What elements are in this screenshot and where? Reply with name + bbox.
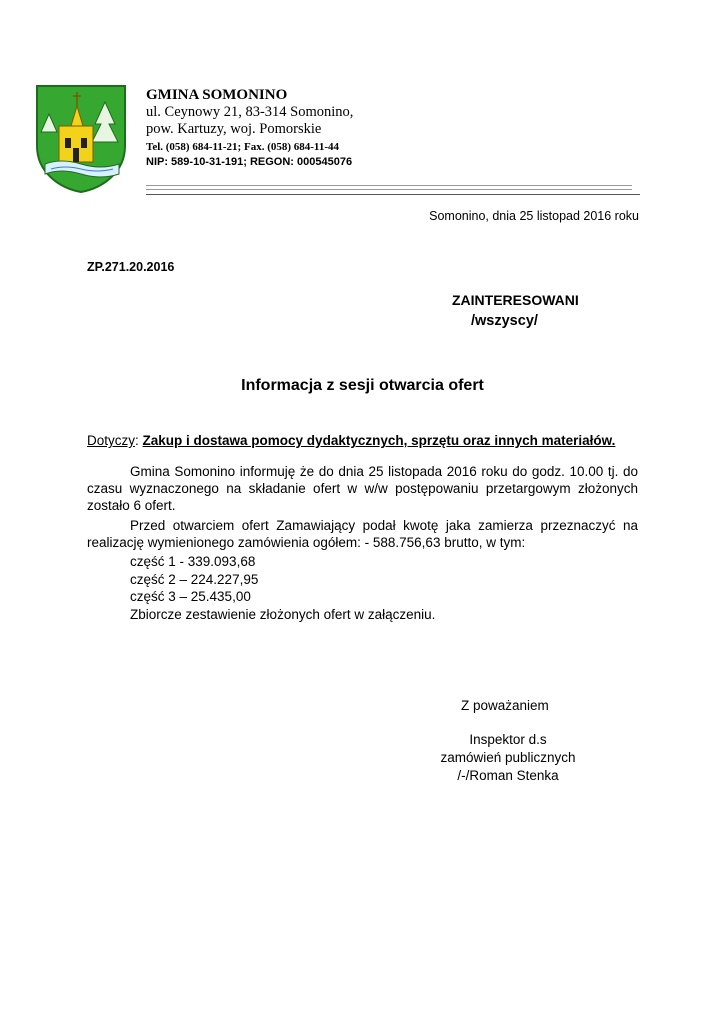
contact-line: Tel. (058) 684-11-21; Fax. (058) 684-11-44 — [146, 141, 339, 153]
signer-role-1: Inspektor d.s — [469, 732, 547, 747]
addressee-line-2: /wszyscy/ — [471, 313, 538, 329]
part-2: część 2 – 224.227,95 — [130, 571, 259, 587]
header-separator — [146, 185, 632, 186]
signer-role-2: zamówień publicznych — [440, 750, 576, 765]
address-line-1: ul. Ceynowy 21, 83-314 Somonino, — [146, 104, 354, 120]
closing-greeting: Z poważaniem — [461, 698, 549, 713]
subject-label: Dotyczy — [87, 433, 136, 448]
subject-line — [87, 432, 638, 449]
signature-block — [438, 731, 578, 785]
document-title-text: Informacja z sesji otwarcia ofert — [241, 377, 484, 394]
coat-of-arms-logo — [35, 84, 127, 194]
part-1: część 1 - 339.093,68 — [130, 554, 256, 569]
paragraph-1: Gmina Somonino informuję że do dnia 25 listopada 2016 roku do godz. 10.00 tj. do czasu wyznaczonego na składanie ofert w w/w postępowaniu przetargowym złożonych zostało 6 ofert. — [87, 464, 638, 513]
header-separator — [146, 194, 640, 195]
reference-number: ZP.271.20.2016 — [87, 260, 175, 274]
subject-text: Zakup i dostawa pomocy dydaktycznych, sprzętu oraz innych materiałów. — [142, 433, 616, 448]
paragraph-2: Przed otwarciem ofert Zamawiający podał kwotę jaka zamierza przeznaczyć na realizację wymienionego zamówienia ogółem: - 588.756,63 brutto, w tym: — [87, 518, 638, 550]
document-date: Somonino, dnia 25 listopad 2016 roku — [429, 209, 639, 223]
header-separator — [146, 189, 632, 190]
part-3: część 3 – 25.435,00 — [130, 589, 251, 604]
document-title — [0, 377, 725, 395]
parts-list — [130, 553, 435, 623]
tax-ids-line: NIP: 589-10-31-191; REGON: 000545076 — [146, 156, 353, 168]
municipality-name: GMINA SOMONINO — [146, 87, 288, 103]
letterhead — [146, 86, 353, 170]
addressee-line-1: ZAINTERESOWANI — [452, 292, 579, 308]
subject-colon: : — [135, 433, 143, 448]
address-line-2: pow. Kartuzy, woj. Pomorskie — [146, 121, 322, 137]
signer-name: /-/Roman Stenka — [457, 768, 559, 783]
attachment-note: Zbiorcze zestawienie złożonych ofert w załączeniu. — [130, 606, 436, 622]
